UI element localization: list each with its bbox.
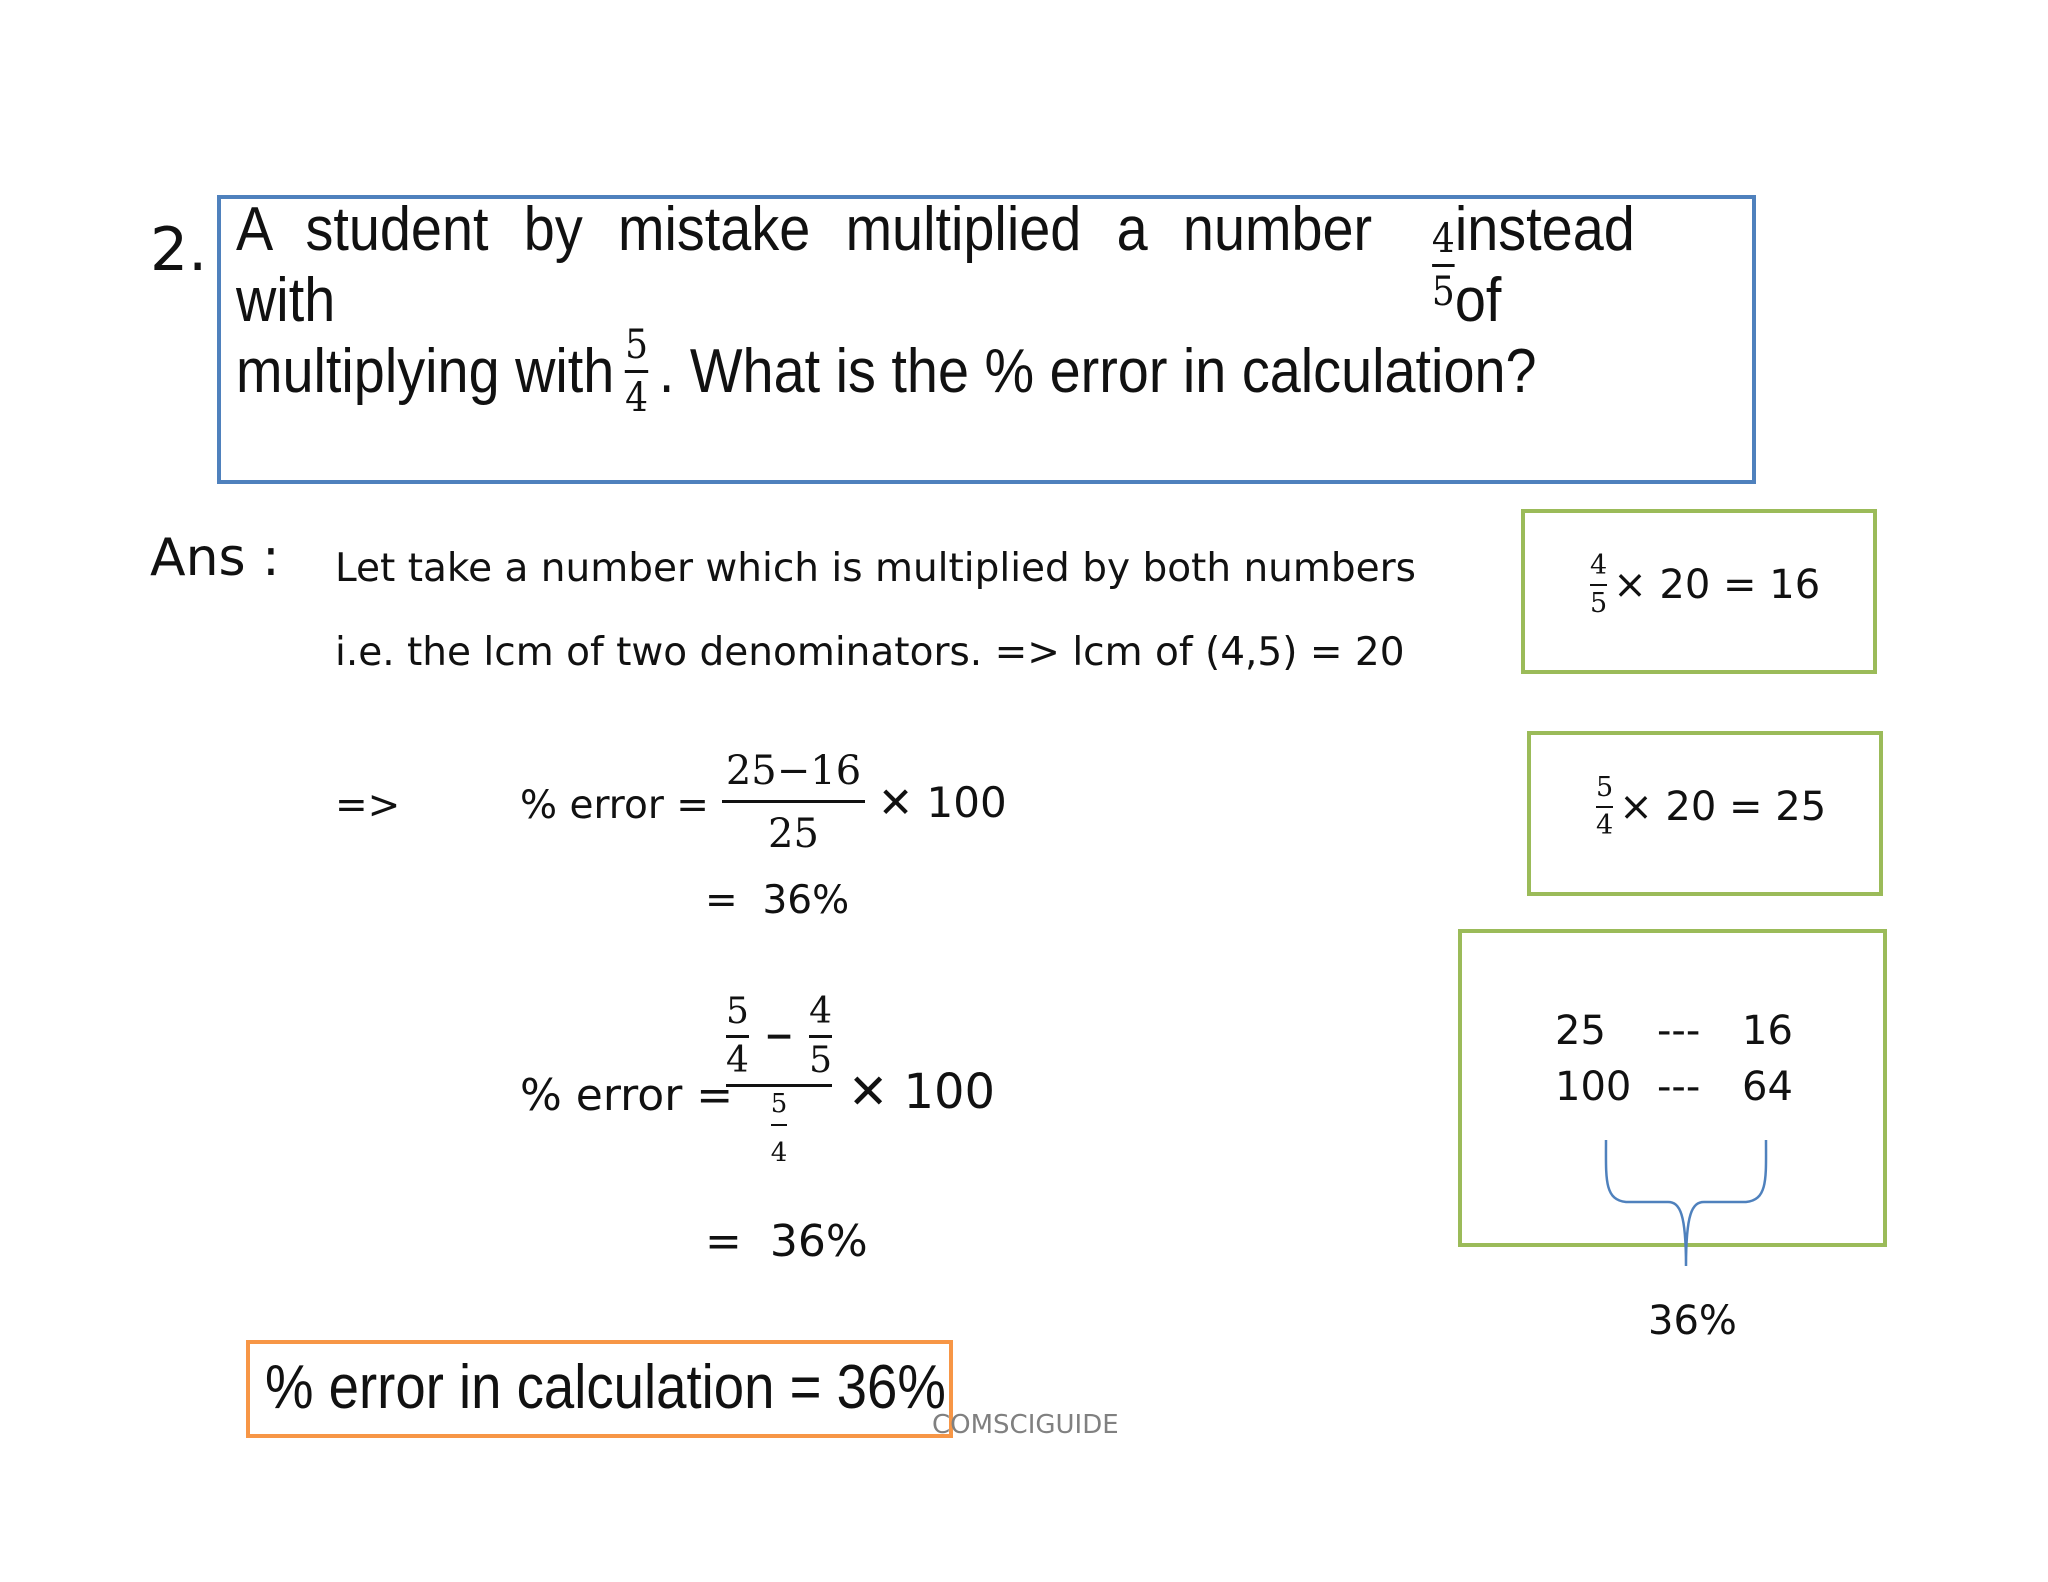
proportion-row-2-b: 64: [1742, 1064, 1793, 1110]
eq2-fraction-denominator: $\frac{5}{4}$: [770, 1088, 788, 1168]
eq2-fraction-4-5: $\frac{4}{5}$: [809, 991, 832, 1081]
final-answer-text: % error in calculation = 36%: [265, 1353, 946, 1422]
side-fraction-5-4: $\frac{5}{4}$: [1596, 772, 1614, 842]
equation-2-result: = 36%: [705, 1216, 868, 1267]
question-number: 2.: [150, 215, 208, 285]
eq2-minus: −: [763, 1015, 795, 1058]
question-line-1-text: A student by mistake multiplied a number with: [236, 195, 1373, 335]
answer-line-2: i.e. the lcm of two denominators. => lcm of (4,5) = 20: [335, 630, 1405, 675]
eq2-fraction-5-4: $\frac{5}{4}$: [726, 991, 749, 1081]
equation-1-numerator: 25−16: [725, 748, 862, 794]
proportion-result: 36%: [1648, 1298, 1737, 1344]
equation-2-lhs: % error =: [520, 1070, 734, 1121]
question-line-1-end: instead of: [1454, 195, 1635, 335]
proportion-row-2: [1555, 1064, 1795, 1114]
proportion-row-1-dash: ---: [1657, 1008, 1701, 1054]
equation-1-times: ✕ 100: [878, 778, 1007, 827]
answer-label: Ans :: [150, 528, 280, 588]
question-line-2-text: multiplying with: [236, 336, 615, 406]
equation-1-lhs: % error =: [520, 783, 709, 828]
question-line-1: [236, 195, 1701, 335]
side-box-2-expr: × 20 = 25: [1619, 784, 1827, 831]
question-line-2: [236, 316, 1537, 426]
question-line-2-end: . What is the % error in calculation?: [658, 336, 1537, 406]
watermark: COMSCIGUIDE: [932, 1410, 1119, 1440]
equation-1-denominator: 25: [768, 811, 819, 857]
side-box-1-expr: × 20 = 16: [1613, 562, 1821, 609]
proportion-row-1-a: 25: [1555, 1008, 1606, 1054]
equation-1-result: = 36%: [705, 878, 850, 923]
side-box-1-content: [1590, 552, 1820, 619]
side-fraction-4-5: $\frac{4}{5}$: [1590, 550, 1608, 620]
side-box-2-content: [1596, 774, 1826, 841]
arrow-text: =>: [335, 783, 401, 828]
equation-1-fraction: [722, 748, 865, 857]
fraction-5-4: $\frac{5}{4}$: [625, 321, 649, 421]
brace-icon: [1596, 1138, 1776, 1268]
proportion-row-2-dash: ---: [1657, 1064, 1701, 1110]
fraction-4-5: $\frac{4}{5}$: [1431, 215, 1455, 315]
equation-2-times: ✕ 100: [848, 1064, 996, 1120]
equation-2-complex-fraction: [726, 993, 832, 1183]
proportion-row-2-a: 100: [1555, 1064, 1632, 1110]
proportion-row-1-b: 16: [1742, 1008, 1793, 1054]
answer-line-1: Let take a number which is multiplied by both numbers: [335, 546, 1416, 591]
proportion-row-1: [1555, 1008, 1795, 1058]
